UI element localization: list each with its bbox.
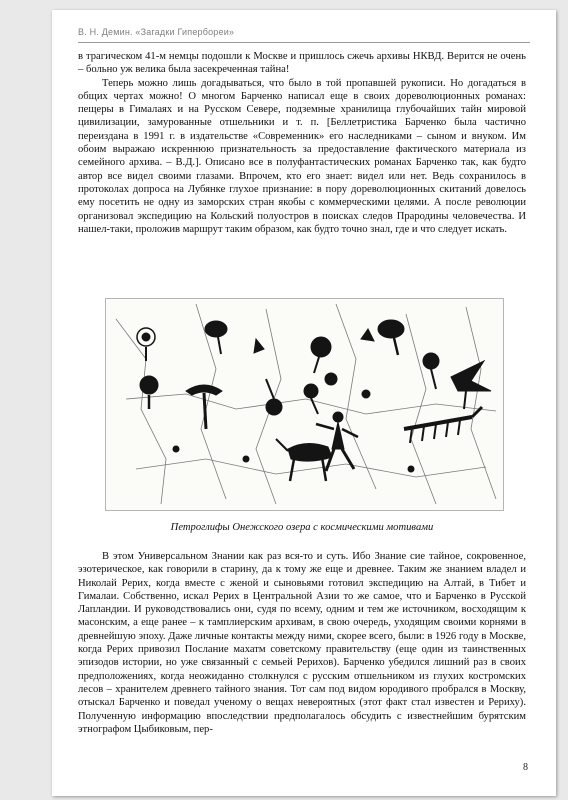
- rock-texture: [116, 304, 496, 504]
- page-number: 8: [523, 762, 528, 773]
- figure-caption: Петроглифы Онежского озера с космическими мотивами: [170, 522, 434, 533]
- petroglyph-marks: [116, 304, 496, 504]
- paragraph: в трагическом 41-м немцы подошли к Москве и пришлось сжечь архивы НКВД. Верится не очень – больно уж велика была засекреченная тайна!: [78, 51, 526, 76]
- petroglyph-figure: [105, 298, 504, 511]
- text-block-bottom: [78, 550, 526, 736]
- running-head: В. Н. Демин. «Загадки Гипербореи»: [78, 27, 235, 37]
- paragraph: Теперь можно лишь догадываться, что было в той пропавшей рукописи. Но догадаться в общих чертах можно! О многом Барченко написал еще в своих дореволюционных романах: пещеры в Гималаях и на Русском Севере, подземные хранилища глубочайших тайн мировой цивилизации, замурованные отшельники и т. п. [Беллетристика Барченко была частично переиздана в 1991 г. в издательстве «Современник» его наследниками – сыном и внуком. Им обоим выражаю искреннюю признательность за предоставление фактического материала из семейного архива. – В.Д.]. Описано все в полуфантастических романах Барченко так, как будто автор все видел своими глазами. Впрочем, кто его знает: видел или нет. Ведь сохранилось в протоколах допроса на Лубянке глухое признание: в пору дореволюционных скитаний довелось ему посетить не одну из заморских стран якобы с коммерческими целями. А после революции организовал экспедицию на Кольский полуостров в поисках следов Прародины человечества. И нашел-таки, проложив маршрут таким образом, как будто точно знал, где и что следует искать.: [78, 77, 526, 235]
- paragraph: В этом Универсальном Знании как раз вся-то и суть. Ибо Знание сие тайное, сокровенное, эзотерическое, как говорили в старину, да к тому же еще и древнее. Таким же знанием владел и Николай Рерих, когда вместе с женой и сыновьями готовил экспедицию на Алтай, в Тибет и Гималаи. Собственно, искал Рерих в Центральной Азии то же самое, что и Барченко в Русской Лапландии. И руководствовались они, судя по всему, одним и тем же источником, восходящим к масонским, а еще ранее – к тамплиерским архивам, в свою очередь, уходящим своими корнями в древнейшую эпоху. Даже личные контакты между ними, скорее всего, были: в 1926 году в Москве, когда Рерих привозил Послание махатм советскому правительству (еще один из таинственных эпизодов истории, но уже связанный с семьей Рерихов). Барченко убедился лишний раз в своих предположениях, когда неожиданно столкнулся с русским отшельником из глухих костромских лесов – хранителем древнего тайного знания. Тот сам под видом юродивого пробрался в Москву, отыскал Барченко и поведал ученому о вещах невероятных (этот факт стал известен и Рериху). Полученную информацию впоследствии предполагалось обсудить с известнейшим бурятским этнографом Цыбиковым, пер-: [78, 551, 526, 735]
- petroglyph-image: [106, 299, 503, 510]
- header-rule: [78, 42, 530, 43]
- text-block-top: [78, 50, 526, 236]
- book-page: [52, 10, 556, 796]
